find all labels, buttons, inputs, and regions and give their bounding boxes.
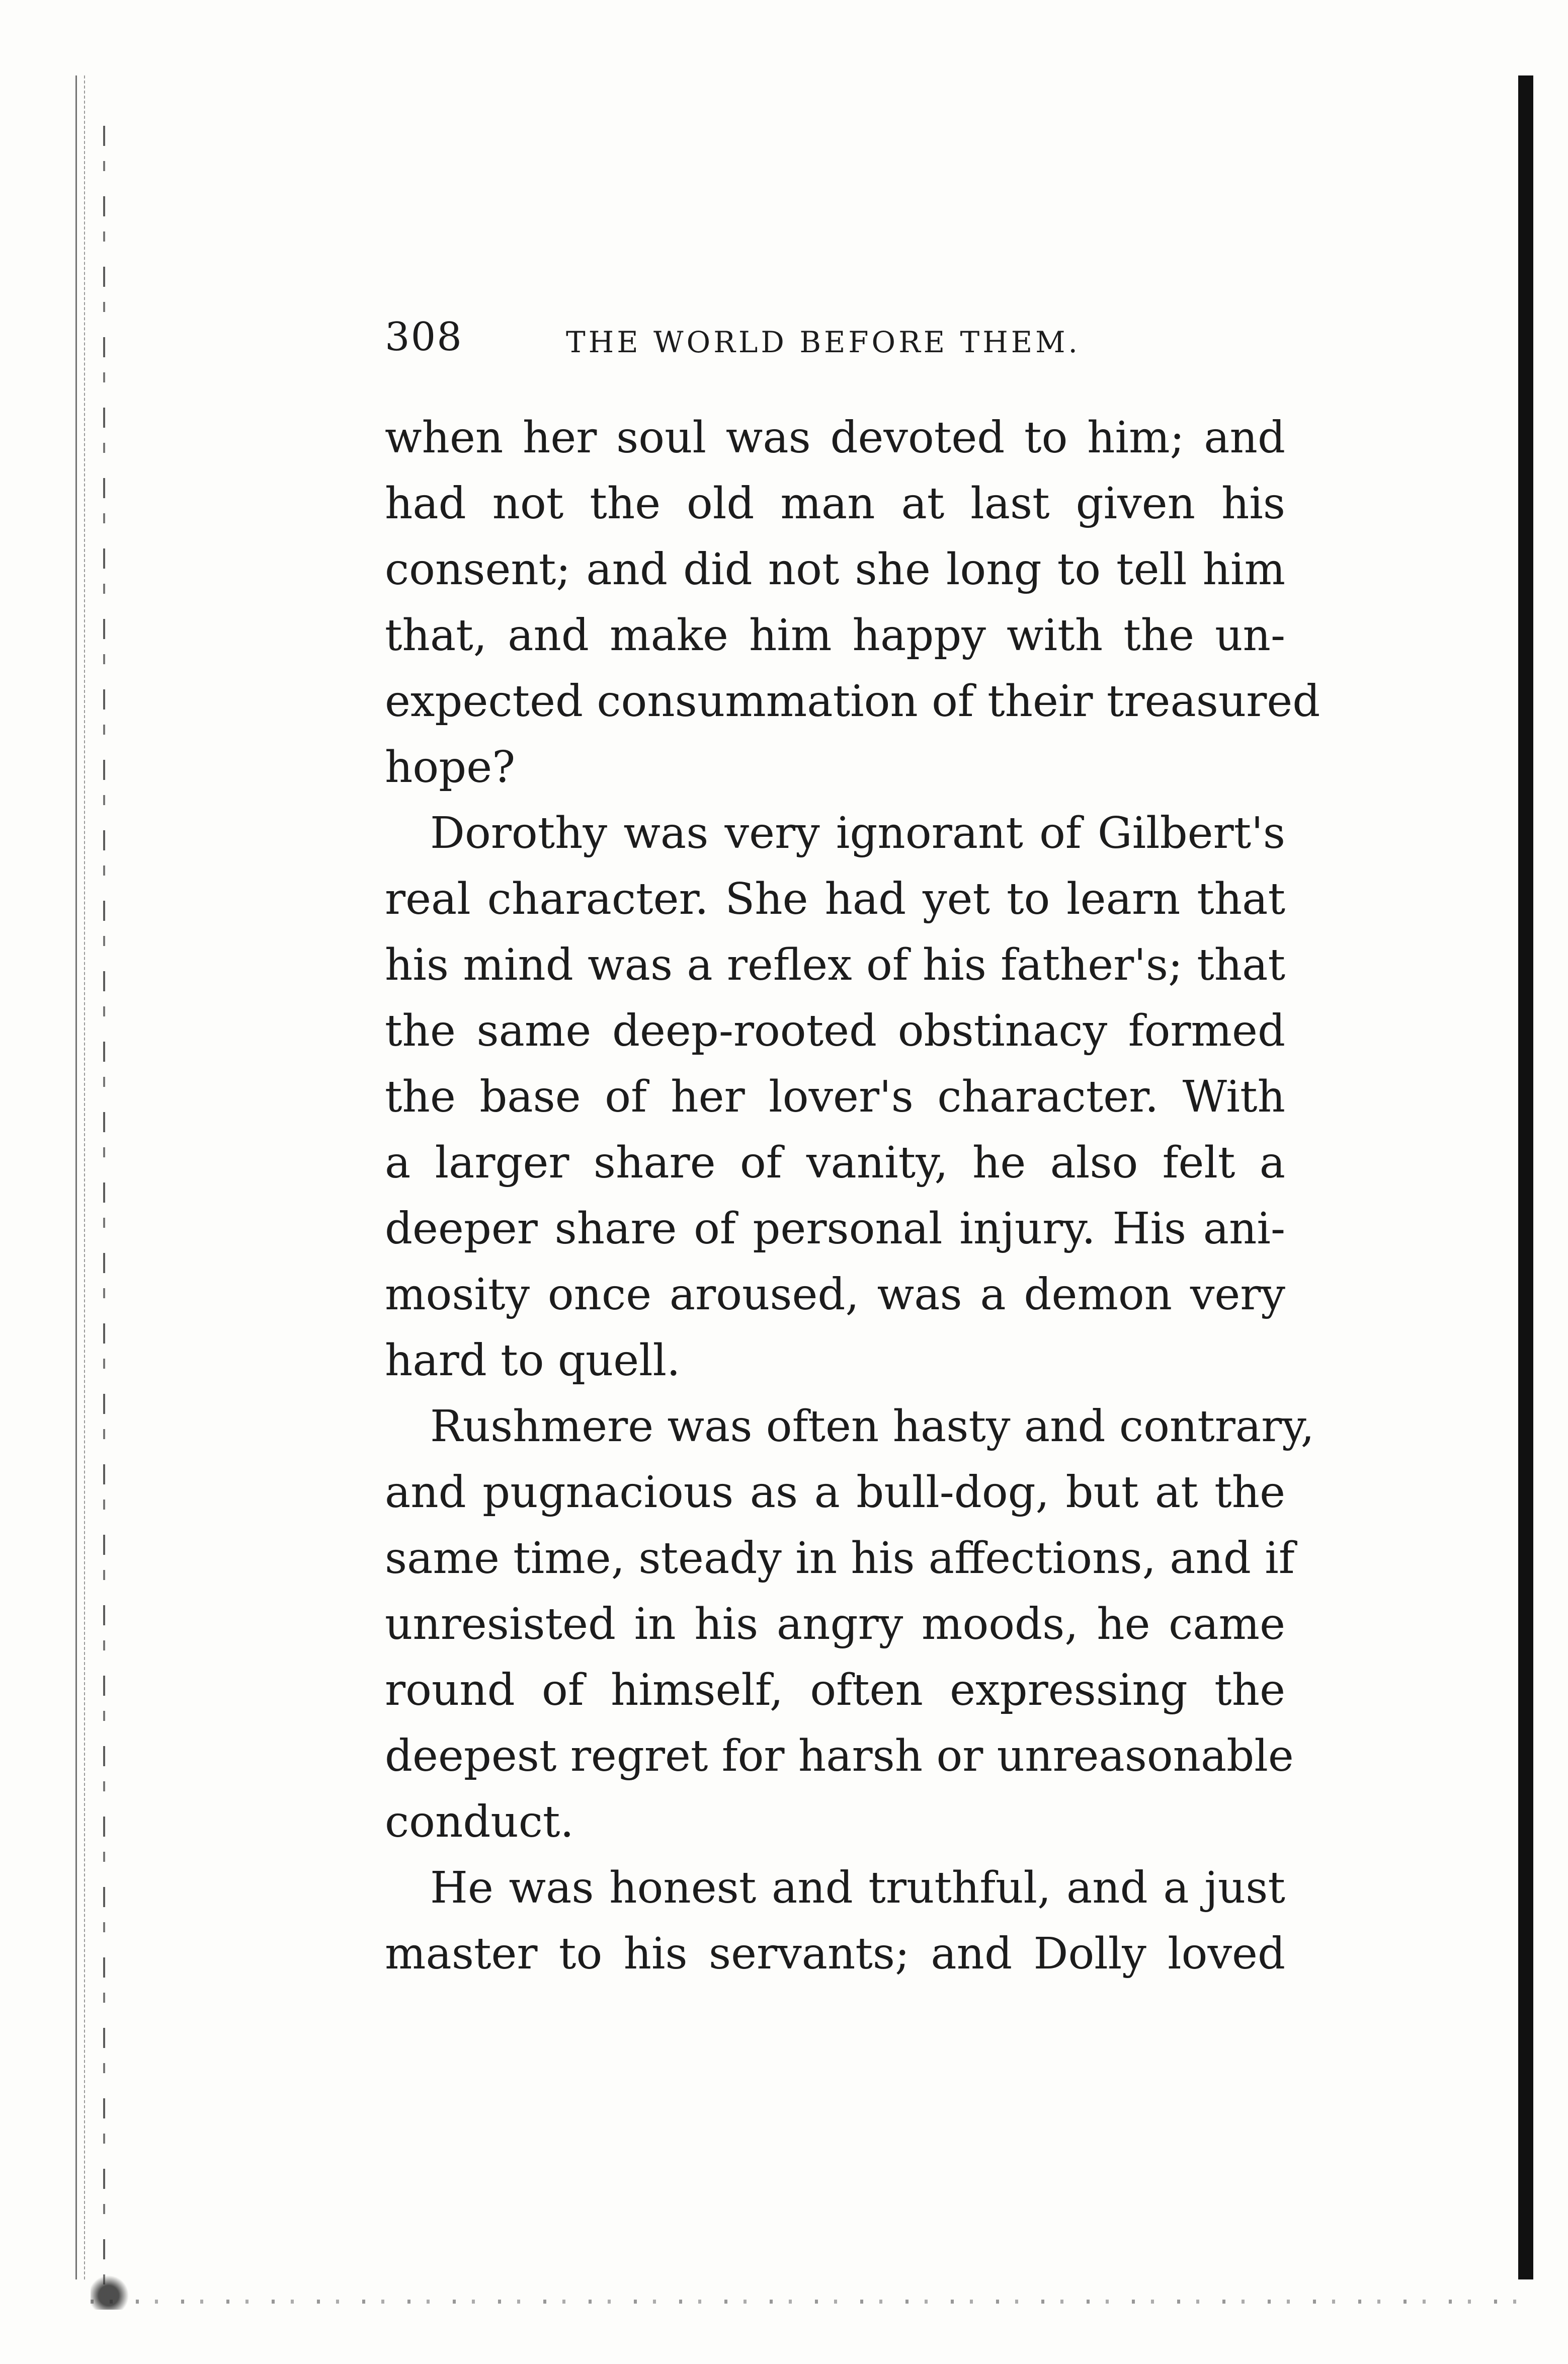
text-line: that, and make him happy with the un- xyxy=(385,610,1285,661)
text-line: expected consummation of their treasured xyxy=(385,676,1321,727)
text-line: had not the old man at last given his xyxy=(385,479,1285,529)
scan-corner-smudge xyxy=(91,2274,136,2310)
text-line: He was honest and truthful, and a just xyxy=(430,1863,1285,1913)
text-line: consent; and did not she long to tell him xyxy=(385,544,1285,595)
text-line: real character. She had yet to learn that xyxy=(385,874,1285,924)
paragraph-1 xyxy=(385,405,1321,801)
text-line: unresisted in his angry moods, he came xyxy=(385,1599,1285,1649)
text-line: the base of her lover's character. With xyxy=(385,1072,1285,1122)
text-line: hope? xyxy=(385,742,516,793)
text-line: his mind was a reflex of his father's; that xyxy=(385,940,1285,990)
text-line: hard to quell. xyxy=(385,1335,681,1386)
text-line: master to his servants; and Dolly loved xyxy=(385,1929,1285,1979)
text-line: round of himself, often expressing the xyxy=(385,1665,1285,1715)
text-line: deeper share of personal injury. His ani- xyxy=(385,1204,1285,1254)
page-number: 308 xyxy=(385,314,463,360)
text-line: the same deep-rooted obstinacy formed xyxy=(385,1006,1285,1056)
text-line: Dorothy was very ignorant of Gilbert's xyxy=(430,808,1285,858)
text-line: same time, steady in his affections, and if xyxy=(385,1533,1295,1584)
text-line: conduct. xyxy=(385,1797,574,1847)
running-title: THE WORLD BEFORE THEM. xyxy=(566,325,1081,359)
paragraph-2 xyxy=(385,801,1285,1394)
text-line: a larger share of vanity, he also felt a xyxy=(385,1138,1285,1188)
text-line: when her soul was devoted to him; and xyxy=(385,413,1285,463)
running-head xyxy=(385,312,1481,377)
scan-binding-edge xyxy=(75,75,85,2279)
scan-right-dark-edge xyxy=(1518,75,1533,2279)
body-text xyxy=(385,405,1321,1987)
text-line: mosity once aroused, was a demon very xyxy=(385,1270,1285,1320)
scan-binding-edge-marks xyxy=(103,126,105,2290)
text-line: and pugnacious as a bull-dog, but at the xyxy=(385,1467,1285,1518)
paragraph-3 xyxy=(385,1394,1314,1855)
text-line: Rushmere was often hasty and contrary, xyxy=(430,1401,1314,1452)
paragraph-4 xyxy=(385,1855,1285,1987)
text-line: deepest regret for harsh or unreasonable xyxy=(385,1731,1294,1781)
scan-bottom-noise xyxy=(91,2300,1529,2304)
